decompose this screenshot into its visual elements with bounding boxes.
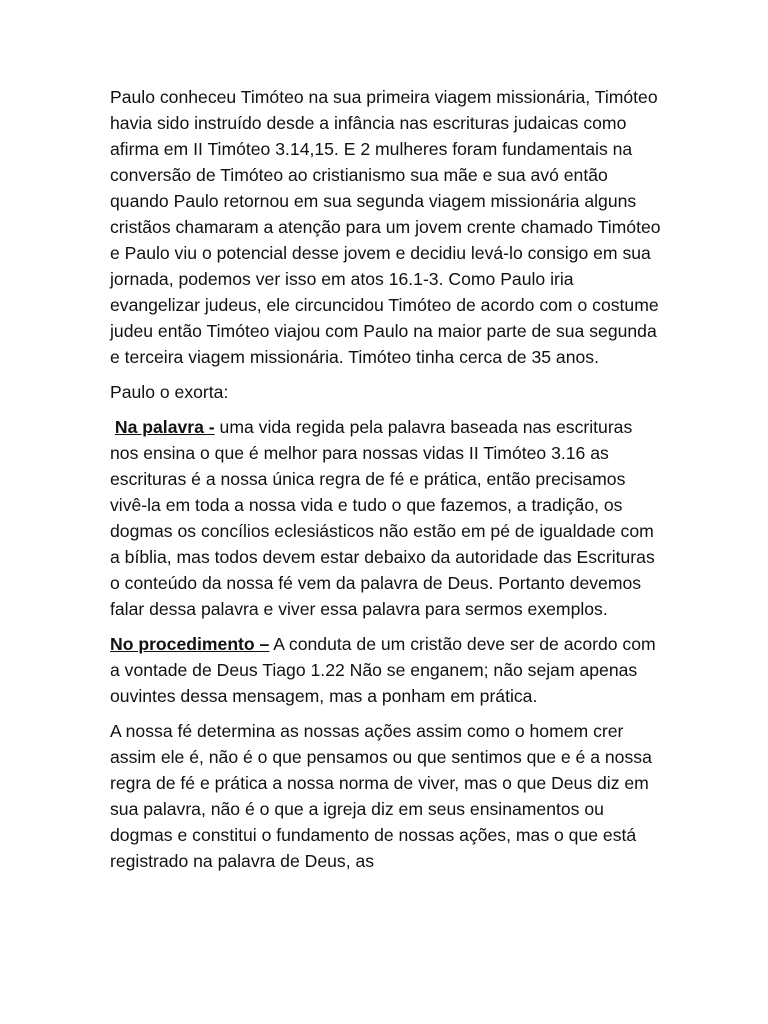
paragraph-exhortation-intro: Paulo o exorta: [110,382,229,402]
section-heading-na-palavra: Na palavra - [114,417,215,437]
paragraph-na-palavra [110,414,662,622]
paragraph-nossa-fe: A nossa fé determina as nossas ações assim como o homem crer assim ele é, não é o que pensamos ou que sentimos que e é a nossa regra de fé e prática a nossa norma de viver, mas o que Deus diz em sua palavra, não é o que a igreja diz em seus ensinamentos ou dogmas e constitui o fundamento de nossas ações, mas o que está registrado na palavra de Deus, as [110,721,652,871]
paragraph-no-procedimento-body: A conduta de um cristão deve ser de acordo com a vontade de Deus Tiago 1.22 Não se enganem; não sejam apenas ouvintes dessa mensagem, mas a ponham em prática. [110,634,656,706]
section-heading-no-procedimento: No procedimento – [110,634,270,654]
paragraph-na-palavra-body: uma vida regida pela palavra baseada nas escrituras nos ensina o que é melhor para nossas vidas II Timóteo 3.16 as escrituras é a nossa única regra de fé e prática, então precisamos vivê-la em toda a nossa vida e tudo o que fazemos, a tradição, os dogmas os concílios eclesiásticos não estão em pé de igualdade com a bíblia, mas todos devem estar debaixo da autoridade das Escrituras o conteúdo da nossa fé vem da palavra de Deus. Portanto devemos falar dessa palavra e viver essa palavra para sermos exemplos. [110,417,655,619]
paragraph-intro: Paulo conheceu Timóteo na sua primeira viagem missionária, Timóteo havia sido instruído desde a infância nas escrituras judaicas como afirma em II Timóteo 3.14,15. E 2 mulheres foram fundamentais na conversão de Timóteo ao cristianismo sua mãe e sua avó então quando Paulo retornou em sua segunda viagem missionária alguns cristãos chamaram a atenção para um jovem crente chamado Timóteo e Paulo viu o potencial desse jovem e decidiu levá-lo consigo em sua jornada, podemos ver isso em atos 16.1-3. Como Paulo iria evangelizar judeus, ele circuncidou Timóteo de acordo com o costume judeu então Timóteo viajou com Paulo na maior parte de sua segunda e terceira viagem missionária. Timóteo tinha cerca de 35 anos. [110,87,661,367]
paragraph-no-procedimento [110,631,662,709]
document-page [110,84,662,883]
